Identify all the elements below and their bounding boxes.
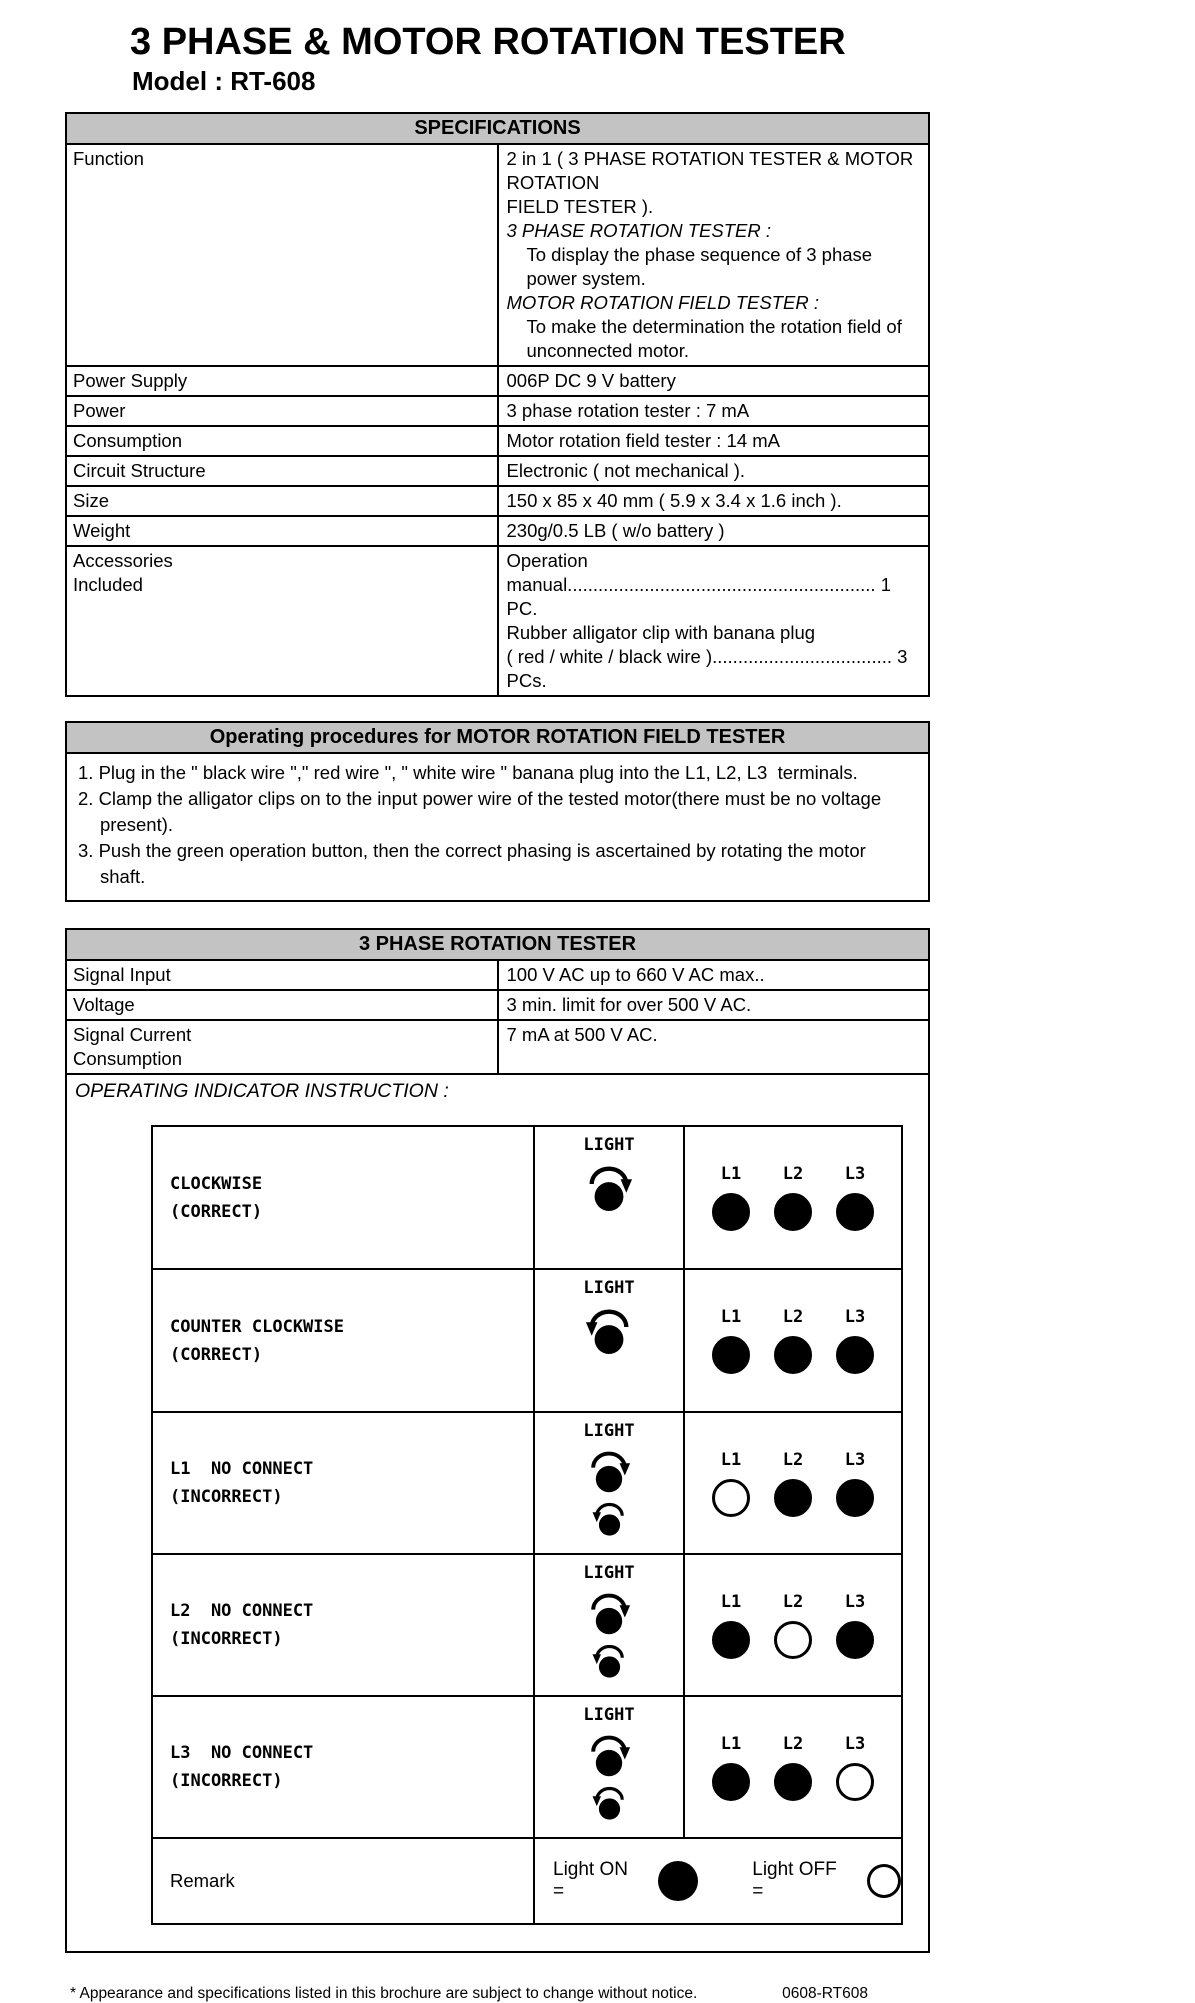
clockwise-rotation-light-icon <box>586 1727 632 1778</box>
indicator-lamps-cell <box>683 1127 901 1268</box>
lamp-states <box>712 1763 874 1801</box>
lamp-l2 <box>774 1621 812 1659</box>
light-on-example-lamp <box>658 1861 698 1901</box>
indicator-instruction-title: OPERATING INDICATOR INSTRUCTION : <box>75 1080 449 1102</box>
counter-clockwise-rotation-light-icon <box>591 1496 628 1537</box>
spec-label-function: Function <box>66 144 498 366</box>
specifications-table <box>65 112 930 697</box>
lamp-header-l2: L2 <box>782 1733 804 1754</box>
counter-clockwise-rotation-light-icon <box>591 1780 628 1821</box>
signal-current-label-line-1: Signal Current <box>73 1024 192 1045</box>
counter-clockwise-rotation-light-icon <box>584 1300 634 1356</box>
function-line-1: 2 in 1 ( 3 PHASE ROTATION TESTER & MOTOR ROTATION <box>506 148 914 193</box>
state-correctness: (INCORRECT) <box>170 1629 283 1649</box>
lamp-l2 <box>774 1479 812 1517</box>
light-off-label: Light OFF = <box>752 1859 837 1902</box>
lamp-headers <box>712 1307 874 1327</box>
phase-label: Voltage <box>66 990 498 1020</box>
lamp-header-l3: L3 <box>844 1449 866 1470</box>
procedures-body <box>66 753 929 901</box>
lamp-header-l1: L1 <box>720 1733 742 1754</box>
function-line-6: To make the determination the rotation field of unconnected motor. <box>526 316 902 361</box>
specifications-header: SPECIFICATIONS <box>66 113 929 144</box>
light-header: LIGHT <box>583 1705 635 1725</box>
phase-value: 3 min. limit for over 500 V AC. <box>498 990 930 1020</box>
datasheet-page <box>0 20 1195 2003</box>
indicator-row-l1-no-connect <box>153 1411 901 1553</box>
lamp-header-l3: L3 <box>844 1307 866 1327</box>
state-correctness: (INCORRECT) <box>170 1487 283 1507</box>
indicator-row-l3-no-connect <box>153 1695 901 1837</box>
procedures-body-row <box>66 753 929 901</box>
page-title: 3 PHASE & MOTOR ROTATION TESTER <box>130 21 846 63</box>
page-footer <box>70 1985 868 2003</box>
lamp-header-l2: L2 <box>782 1449 804 1470</box>
spec-label: Size <box>66 486 498 516</box>
lamp-headers <box>712 1450 874 1470</box>
lamp-header-l2: L2 <box>782 1307 804 1327</box>
phase-row-voltage <box>66 990 929 1020</box>
state-correctness: (INCORRECT) <box>170 1771 283 1791</box>
light-on-label: Light ON = <box>553 1859 628 1902</box>
light-header: LIGHT <box>583 1278 635 1298</box>
accessories-line-3: ( red / white / black wire )................................... 3 PCs. <box>506 646 908 691</box>
procedures-header-row <box>66 722 929 753</box>
clockwise-rotation-light-icon <box>586 1443 632 1494</box>
spec-row-function <box>66 144 929 366</box>
clockwise-rotation-light-icon <box>586 1585 632 1636</box>
function-line-5: MOTOR ROTATION FIELD TESTER : <box>506 292 819 313</box>
lamp-headers <box>712 1734 874 1754</box>
light-header: LIGHT <box>583 1563 635 1583</box>
procedures-header: Operating procedures for MOTOR ROTATION FIELD TESTER <box>66 722 929 753</box>
lamp-header-l3: L3 <box>844 1591 866 1612</box>
spec-row-power <box>66 396 929 426</box>
indicator-lamps-cell <box>683 1555 901 1695</box>
spec-label: Circuit Structure <box>66 456 498 486</box>
state-name: COUNTER CLOCKWISE <box>170 1316 344 1337</box>
state-name: L3 NO CONNECT <box>170 1743 314 1763</box>
lamp-states <box>712 1621 874 1659</box>
indicator-row-clockwise <box>153 1127 901 1268</box>
indicator-light-cell <box>533 1127 683 1268</box>
indicator-row-counter-clockwise <box>153 1268 901 1411</box>
function-line-4: To display the phase sequence of 3 phase power system. <box>526 244 873 289</box>
light-header: LIGHT <box>583 1421 635 1441</box>
spec-label-accessories <box>66 546 498 696</box>
footer-document-code: 0608-RT608 <box>782 1985 868 2002</box>
lamp-header-l1: L1 <box>720 1307 742 1327</box>
accessories-label-line-1: Accessories <box>73 550 173 571</box>
indicator-state-label <box>153 1697 533 1837</box>
state-name: L1 NO CONNECT <box>170 1459 314 1479</box>
indicator-state-label <box>153 1270 533 1411</box>
lamp-l3 <box>836 1763 874 1801</box>
state-name: CLOCKWISE <box>170 1173 263 1194</box>
function-line-2: FIELD TESTER ). <box>506 196 654 217</box>
indicator-lamps-cell <box>683 1270 901 1411</box>
lamp-l2 <box>774 1193 812 1231</box>
lamp-headers <box>712 1592 874 1612</box>
procedure-step-3-cont: shaft. <box>100 866 146 887</box>
spec-value-accessories <box>498 546 930 696</box>
indicator-row-l2-no-connect <box>153 1553 901 1695</box>
operating-procedures-table <box>65 721 930 902</box>
indicator-state-label <box>153 1413 533 1553</box>
spec-value: Motor rotation field tester : 14 mA <box>498 426 930 456</box>
lamp-headers <box>712 1164 874 1184</box>
lamp-states <box>712 1193 874 1231</box>
signal-current-label-line-2: Consumption <box>73 1048 183 1069</box>
indicator-light-cell <box>533 1413 683 1553</box>
indicator-lamps-cell <box>683 1697 901 1837</box>
spec-row-consumption <box>66 426 929 456</box>
remark-legend <box>533 1839 901 1923</box>
specifications-header-row <box>66 113 929 144</box>
spec-label: Consumption <box>66 426 498 456</box>
lamp-header-l1: L1 <box>720 1449 742 1470</box>
lamp-header-l3: L3 <box>844 1733 866 1754</box>
light-header: LIGHT <box>583 1135 635 1155</box>
indicator-remark-row <box>153 1837 901 1923</box>
indicator-state-label <box>153 1127 533 1268</box>
spec-value-function <box>498 144 930 366</box>
clockwise-rotation-light-icon <box>584 1157 634 1213</box>
lamp-states <box>712 1479 874 1517</box>
procedure-step-2: 2. Clamp the alligator clips on to the input power wire of the tested motor(there must be no voltage <box>78 788 882 809</box>
lamp-l2 <box>774 1763 812 1801</box>
state-correctness: (CORRECT) <box>170 1201 263 1222</box>
lamp-l3 <box>836 1193 874 1231</box>
phase-value: 7 mA at 500 V AC. <box>498 1020 930 1074</box>
indicator-instruction-row <box>66 1074 929 1952</box>
lamp-header-l3: L3 <box>844 1164 866 1184</box>
remark-label: Remark <box>170 1870 235 1891</box>
counter-clockwise-rotation-light-icon <box>591 1638 628 1679</box>
phase-label: Signal Input <box>66 960 498 990</box>
spec-row-size <box>66 486 929 516</box>
spec-value: 230g/0.5 LB ( w/o battery ) <box>498 516 930 546</box>
operating-indicator-table <box>151 1125 903 1925</box>
lamp-l3 <box>836 1479 874 1517</box>
lamp-header-l2: L2 <box>782 1164 804 1184</box>
spec-value: 006P DC 9 V battery <box>498 366 930 396</box>
footer-note: * Appearance and specifications listed in this brochure are subject to change without notice. <box>70 1985 698 2002</box>
lamp-l1 <box>712 1621 750 1659</box>
indicator-instruction-cell <box>66 1074 929 1952</box>
accessories-label-line-2: Included <box>73 574 143 595</box>
lamp-header-l1: L1 <box>720 1164 742 1184</box>
phase-tester-header-row <box>66 929 929 960</box>
indicator-light-cell <box>533 1270 683 1411</box>
spec-row-accessories <box>66 546 929 696</box>
phase-tester-header: 3 PHASE ROTATION TESTER <box>66 929 929 960</box>
lamp-l2 <box>774 1336 812 1374</box>
spec-label: Power <box>66 396 498 426</box>
accessories-line-2: Rubber alligator clip with banana plug <box>506 622 816 643</box>
model-subtitle: Model : RT-608 <box>132 66 316 96</box>
phase-row-signal-current <box>66 1020 929 1074</box>
lamp-l1 <box>712 1336 750 1374</box>
lamp-l1 <box>712 1763 750 1801</box>
spec-value: 150 x 85 x 40 mm ( 5.9 x 3.4 x 1.6 inch ). <box>498 486 930 516</box>
indicator-lamps-cell <box>683 1413 901 1553</box>
spec-row-power-supply <box>66 366 929 396</box>
indicator-state-label <box>153 1555 533 1695</box>
spec-label: Weight <box>66 516 498 546</box>
indicator-light-cell <box>533 1697 683 1837</box>
indicator-light-cell <box>533 1555 683 1695</box>
lamp-l3 <box>836 1621 874 1659</box>
procedure-step-2-cont: present). <box>100 814 174 835</box>
spec-value: 3 phase rotation tester : 7 mA <box>498 396 930 426</box>
function-line-3: 3 PHASE ROTATION TESTER : <box>506 220 772 241</box>
lamp-states <box>712 1336 874 1374</box>
lamp-header-l2: L2 <box>782 1591 804 1612</box>
phase-label-signal-current <box>66 1020 498 1074</box>
procedure-step-1: 1. Plug in the " black wire "," red wire ", " white wire " banana plug into the L1, L2, L3 terminals. <box>78 762 858 783</box>
phase-value: 100 V AC up to 660 V AC max.. <box>498 960 930 990</box>
phase-rotation-tester-table <box>65 928 930 1953</box>
lamp-l1 <box>712 1479 750 1517</box>
spec-label: Power Supply <box>66 366 498 396</box>
procedure-step-3: 3. Push the green operation button, then the correct phasing is ascertained by rotating the motor <box>78 840 866 861</box>
spec-value: Electronic ( not mechanical ). <box>498 456 930 486</box>
phase-row-signal-input <box>66 960 929 990</box>
spec-row-weight <box>66 516 929 546</box>
state-name: L2 NO CONNECT <box>170 1601 314 1621</box>
lamp-l3 <box>836 1336 874 1374</box>
lamp-l1 <box>712 1193 750 1231</box>
lamp-header-l1: L1 <box>720 1591 742 1612</box>
spec-row-circuit-structure <box>66 456 929 486</box>
state-correctness: (CORRECT) <box>170 1344 263 1365</box>
accessories-line-1: Operation manual............................................................ 1 PC. <box>506 550 891 619</box>
